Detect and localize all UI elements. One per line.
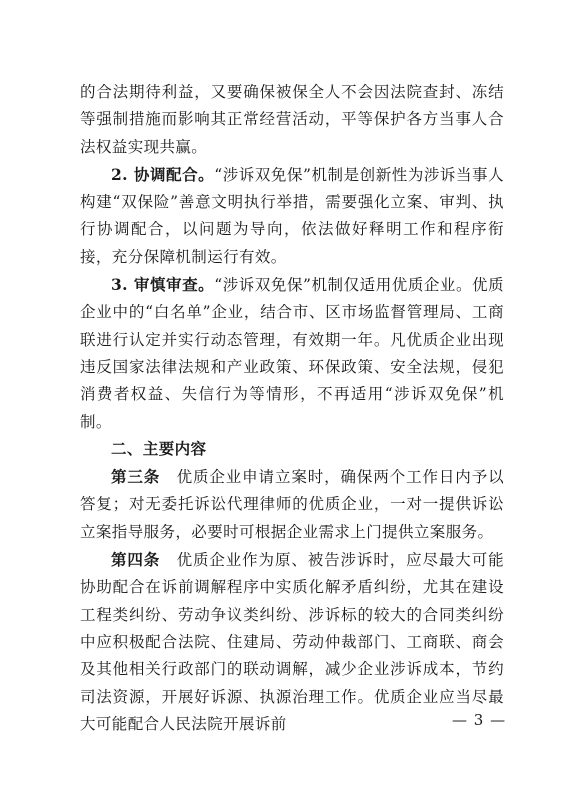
- article-4-label: 第四条: [111, 550, 161, 570]
- article-3-label: 第三条: [111, 467, 161, 487]
- article-4-paragraph: [80, 546, 507, 738]
- section-heading: 二、主要内容: [111, 439, 207, 458]
- item-2-label: 2. 协调配合。: [111, 164, 215, 184]
- document-body: [80, 79, 507, 738]
- article-3-text: 优质企业申请立案时，确保两个工作日内予以答复；对无委托诉讼代理律师的优质企业，一对一提供诉讼立案指导服务，必要时可根据企业需求上门提供立案服务。: [80, 468, 504, 541]
- item-2-paragraph: [80, 161, 504, 271]
- item-2-text: “涉诉双免保”机制是创新性为涉诉当事人构建“双保险”善意文明执行举措，需要强化立案、审判、执行协调配合，以问题为导向，依法做好释明工作和程序衔接，充分保障机制运行有效。: [80, 165, 505, 266]
- article-4-text: 优质企业作为原、被告涉诉时，应尽最大可能协助配合在诉前调解程序中实质化解矛盾纠纷，尤其在建设工程类纠纷、劳动争议类纠纷、涉诉标的较大的合同类纠纷中应积极配合法院、住建局、劳动仲裁部门、工商联、商会及其他相关行政部门的联动调解，减少企业涉诉成本，节约司法资源，开展好诉源、执源治理工作。优质企业应当尽最大可能配合人民法院开展诉前: [80, 551, 504, 733]
- article-3-paragraph: [80, 463, 504, 546]
- page-number: — 3 —: [452, 711, 507, 729]
- item-3-paragraph: [80, 271, 504, 436]
- item-3-label: 3. 审慎审查。: [111, 275, 215, 295]
- item-3-text: “涉诉双免保”机制仅适用优质企业。优质企业中的“白名单”企业，结合市、区市场监督管理局、工商联进行认定并实行动态管理，有效期一年。凡优质企业出现违反国家法律法规和产业政策、环保政策、安全法规，侵犯消费者权益、失信行为等情形，不再适用“涉诉双免保”机制。: [80, 276, 505, 431]
- intro-paragraph: 的合法期待利益，又要确保被保全人不会因法院查封、冻结等强制措施而影响其正常经营活动，平等保护各方当事人合法权益实现共赢。: [80, 83, 504, 156]
